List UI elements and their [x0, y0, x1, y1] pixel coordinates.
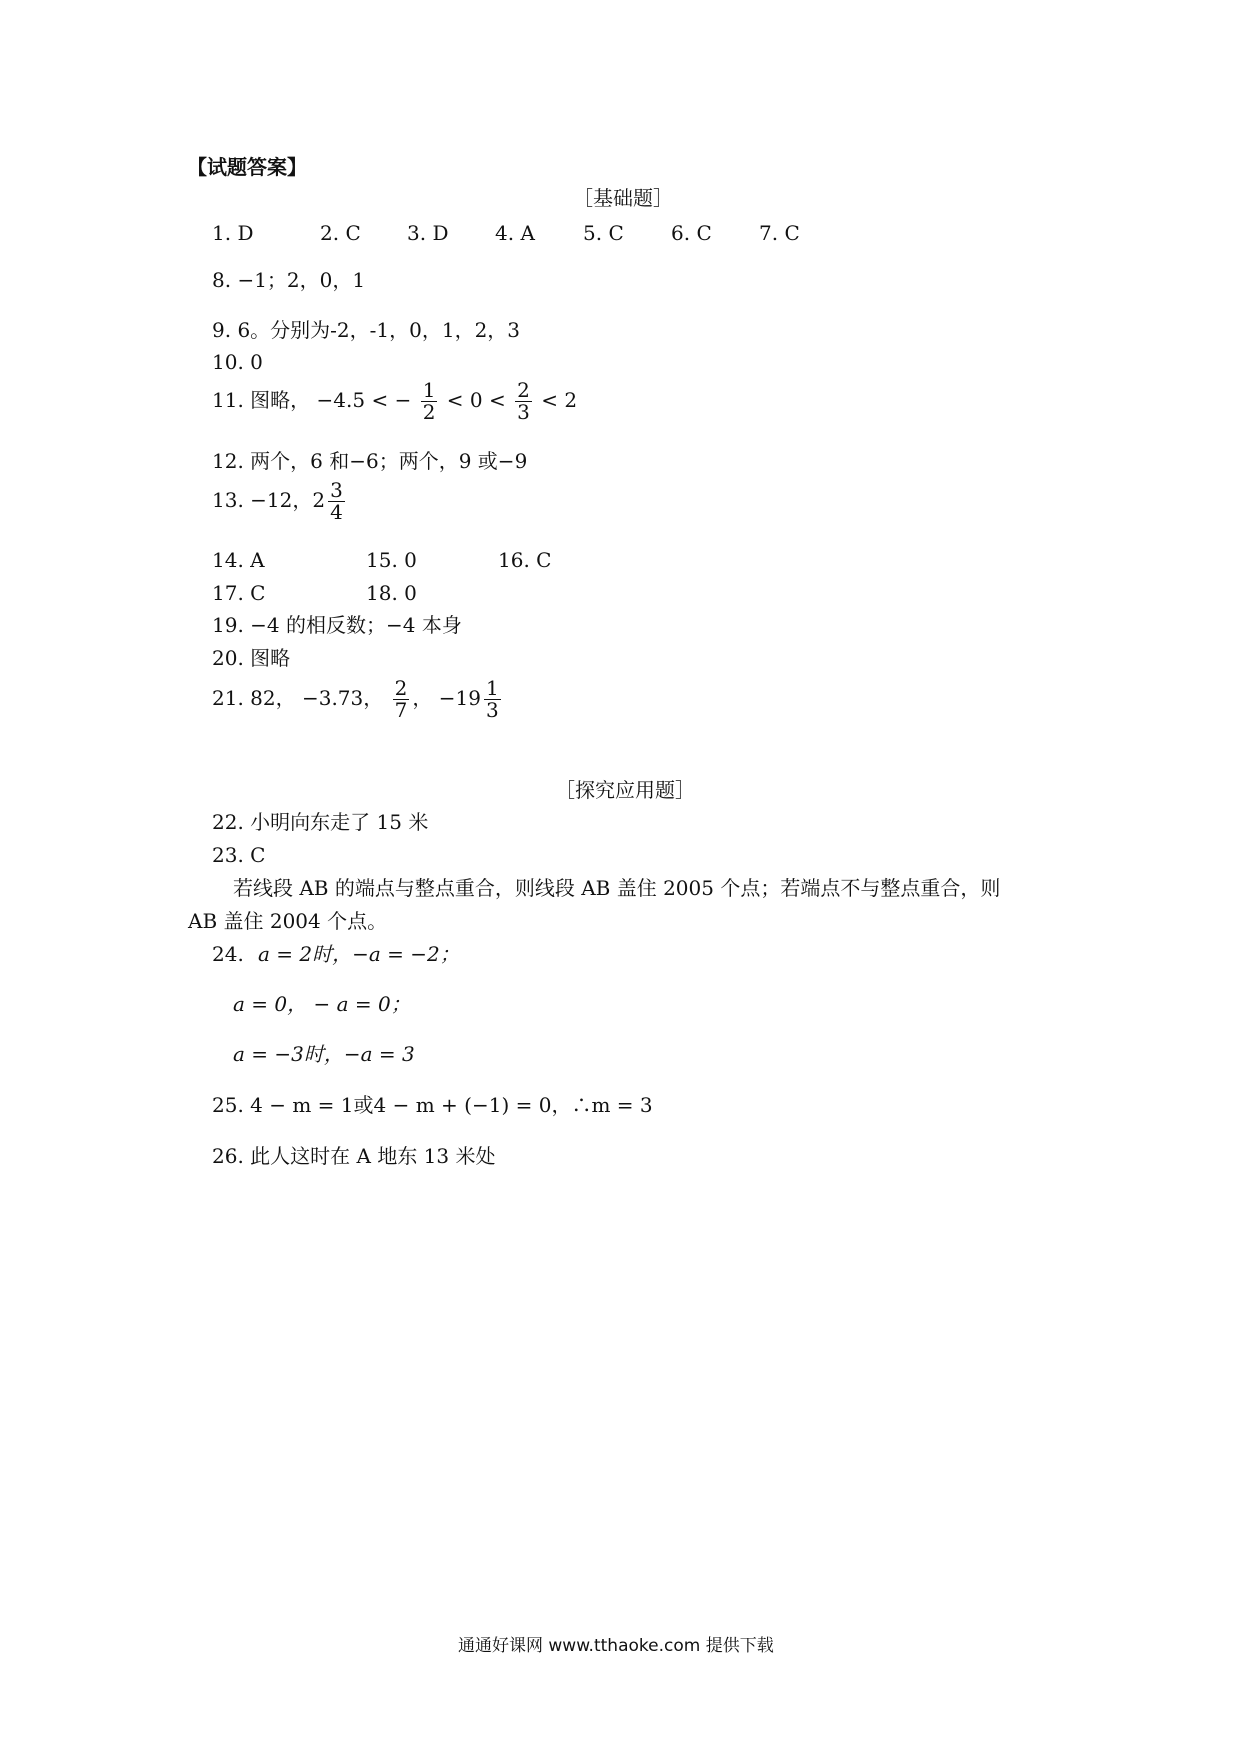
answer-7: 7. C [759, 221, 800, 245]
answer-25: 25. 4 − m = 1或4 − m + (−1) = 0，∴m = 3 [212, 1093, 653, 1117]
answer-23-explanation-line1: 若线段 AB 的端点与整点重合，则线段 AB 盖住 2005 个点；若端点不与整点重合，则 [233, 876, 1001, 900]
answer-5: 5. C [583, 221, 624, 245]
answer-2: 2. C [320, 221, 361, 245]
page-title: 【试题答案】 [187, 155, 307, 179]
section-heading-basic: ［基础题］ [573, 186, 673, 210]
answer-12: 12. 两个，6 和−6；两个，9 或−9 [212, 449, 528, 473]
section-heading-applied: ［探究应用题］ [555, 778, 695, 802]
answer-11-label: 11. 图略， [212, 388, 311, 412]
answer-24-line1: a = 2时，−a = −2； [258, 942, 460, 966]
fraction-one-third [484, 678, 501, 721]
fraction-one-half [421, 380, 438, 423]
fraction-numerator: 2 [394, 676, 408, 700]
answer-24-line3: a = −3时，−a = 3 [233, 1042, 415, 1066]
answer-11-part3: < 2 [541, 388, 578, 412]
fraction-numerator: 1 [422, 378, 436, 402]
answer-11 [212, 380, 577, 423]
fraction-denominator: 3 [517, 400, 530, 424]
answer-23-explanation-line2: AB 盖住 2004 个点。 [188, 909, 388, 933]
answer-18: 18. 0 [366, 581, 417, 605]
answer-13-label: 13. −12，2 [212, 488, 326, 512]
fraction-denominator: 7 [394, 698, 408, 722]
answer-19: 19. −4 的相反数；−4 本身 [212, 613, 462, 637]
fraction-two-thirds [515, 380, 532, 423]
answer-13 [212, 480, 348, 523]
answer-16: 16. C [498, 548, 552, 572]
answer-4: 4. A [495, 221, 535, 245]
fraction-two-sevenths [393, 678, 410, 721]
answer-1: 1. D [212, 221, 254, 245]
answer-15: 15. 0 [366, 548, 417, 572]
answer-21-sep: ， −19 [412, 686, 481, 710]
answer-24-line2: a = 0， − a = 0； [233, 992, 411, 1016]
answer-8: 8. −1；2，0，1 [212, 268, 366, 292]
answer-20: 20. 图略 [212, 646, 291, 670]
answer-10: 10. 0 [212, 350, 263, 374]
answer-6: 6. C [671, 221, 712, 245]
answer-9: 9. 6。分别为-2，-1，0，1，2，3 [212, 318, 521, 342]
fraction-numerator: 3 [330, 478, 343, 502]
fraction-denominator: 2 [422, 400, 436, 424]
fraction-denominator: 3 [485, 698, 499, 722]
answer-21 [212, 678, 504, 721]
answer-23: 23. C [212, 843, 266, 867]
fraction-denominator: 4 [330, 500, 343, 524]
answer-17: 17. C [212, 581, 266, 605]
fraction-three-quarters [328, 480, 345, 523]
answer-26: 26. 此人这时在 A 地东 13 米处 [212, 1144, 496, 1168]
fraction-numerator: 1 [485, 676, 499, 700]
answer-22: 22. 小明向东走了 15 米 [212, 810, 429, 834]
answer-11-part1: −4.5 < − [316, 388, 412, 412]
answer-3: 3. D [407, 221, 449, 245]
answer-14: 14. A [212, 548, 265, 572]
answer-11-part2: < 0 < [446, 388, 506, 412]
answer-21-label: 21. 82， −3.73， [212, 686, 384, 710]
answer-24-label: 24. [212, 942, 244, 966]
fraction-numerator: 2 [517, 378, 530, 402]
page-footer: 通通好课网 www.tthaoke.com 提供下载 [458, 1636, 774, 1656]
